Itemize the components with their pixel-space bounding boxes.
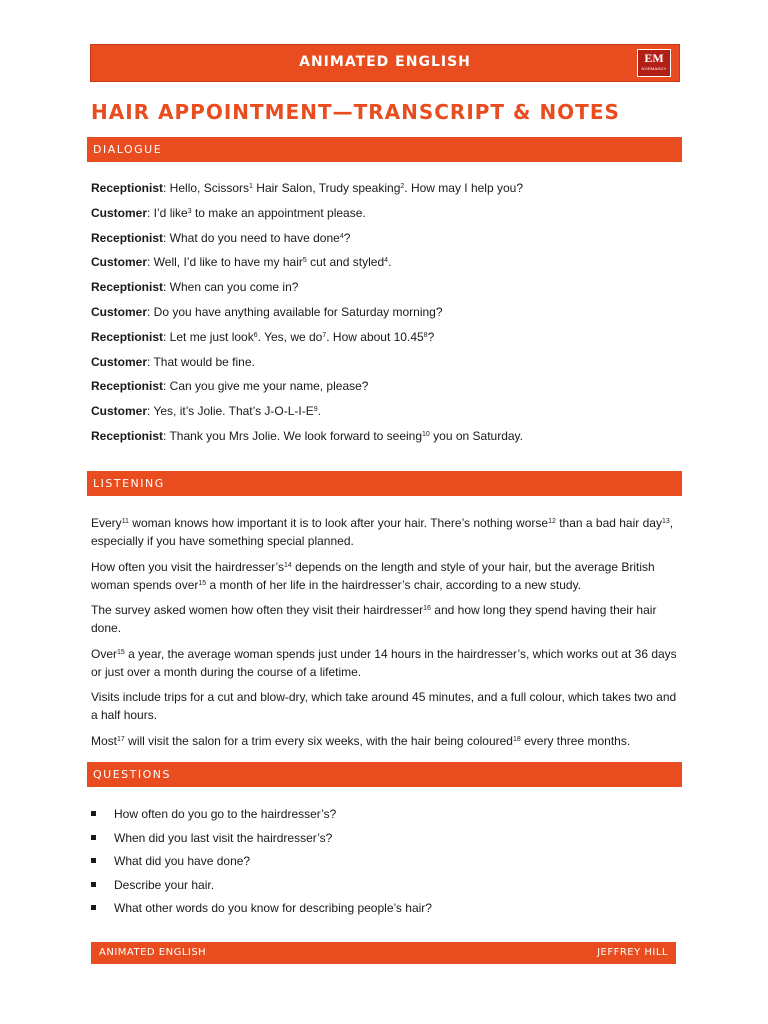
dialogue-transcript xyxy=(91,180,681,453)
text-segment: : Thank you Mrs Jolie. We look forward to seeing xyxy=(163,428,423,443)
text-segment: : Hello, Scissors xyxy=(163,181,250,195)
section-title-questions: QUESTIONS xyxy=(93,768,171,781)
footnote-ref: 16 xyxy=(423,605,431,612)
text-segment: : Let me just look xyxy=(163,329,254,344)
footnote-ref: 12 xyxy=(548,518,556,525)
text-segment: to make an appointment please. xyxy=(191,205,366,220)
text-segment: ? xyxy=(427,329,435,344)
text-segment: Hair Salon, Trudy speaking xyxy=(252,181,401,195)
text-segment: The survey asked women how often they visit their hairdresser xyxy=(91,603,424,617)
speaker-name: Customer xyxy=(91,205,148,220)
footnote-ref: 10 xyxy=(422,430,430,438)
footnote-ref: 4 xyxy=(384,257,389,265)
square-bullet-icon xyxy=(91,835,96,840)
text-segment: : When can you come in? xyxy=(163,280,299,295)
speaker-name: Receptionist xyxy=(91,329,164,344)
text-segment: How often you visit the hairdresser’s xyxy=(91,559,284,574)
footnote-ref: 17 xyxy=(117,735,125,743)
footnote-ref: 9 xyxy=(313,406,318,414)
footnote-ref: 1 xyxy=(249,183,253,190)
footer-bar xyxy=(91,942,676,964)
questions-list xyxy=(91,806,681,924)
footnote-ref: 15 xyxy=(117,648,125,656)
listening-paragraph xyxy=(91,688,681,724)
question-text: What did you have done? xyxy=(114,854,251,868)
text-segment: and how long they spend having their hair done. xyxy=(91,603,657,635)
text-segment: Most xyxy=(91,733,118,748)
page-title: HAIR APPOINTMENT—TRANSCRIPT & NOTES xyxy=(91,100,620,124)
section-title-listening: LISTENING xyxy=(93,477,165,490)
text-segment: , especially if you have something special planned. xyxy=(91,516,674,548)
dialogue-line xyxy=(91,254,681,270)
dialogue-line xyxy=(91,329,681,345)
footnote-ref: 11 xyxy=(121,518,129,525)
text-segment: . Yes, we do xyxy=(257,329,323,344)
header-banner xyxy=(90,44,680,82)
speaker-name: Customer xyxy=(91,304,148,319)
listening-paragraph xyxy=(91,732,681,750)
question-item xyxy=(91,853,681,869)
dialogue-line xyxy=(91,428,681,444)
text-segment: : Yes, it’s Jolie. That’s J-O-L-I-E xyxy=(147,404,314,419)
speaker-name: Receptionist xyxy=(91,280,164,295)
question-item xyxy=(91,900,681,916)
text-segment: cut and styled xyxy=(306,255,385,270)
question-text: How often do you go to the hairdresser’s? xyxy=(114,807,337,821)
text-segment: : Can you give me your name, please? xyxy=(163,379,369,394)
speaker-name: Customer xyxy=(91,354,148,369)
listening-paragraph xyxy=(91,645,681,681)
listening-text xyxy=(91,514,681,757)
text-segment: ? xyxy=(343,230,351,245)
text-segment: . xyxy=(317,404,321,419)
speaker-name: Receptionist xyxy=(91,181,164,195)
square-bullet-icon xyxy=(91,858,96,863)
dialogue-line xyxy=(91,378,681,394)
text-segment: . xyxy=(388,255,392,270)
square-bullet-icon xyxy=(91,905,96,910)
square-bullet-icon xyxy=(91,882,96,887)
speaker-name: Customer xyxy=(91,404,148,419)
text-segment: . How may I help you? xyxy=(404,181,524,195)
square-bullet-icon xyxy=(91,811,96,816)
text-segment: : That would be fine. xyxy=(147,354,255,369)
footnote-ref: 3 xyxy=(187,207,192,215)
question-text: Describe your hair. xyxy=(114,877,215,892)
text-segment: a month of her life in the hairdresser’s chair, according to a new study. xyxy=(206,577,582,592)
dialogue-line xyxy=(91,205,681,221)
footnote-ref: 6 xyxy=(253,331,258,339)
section-bar-questions xyxy=(87,762,682,787)
speaker-name: Receptionist xyxy=(91,379,164,394)
footnote-ref: 13 xyxy=(661,518,670,525)
dialogue-line xyxy=(91,403,681,419)
section-title-dialogue: DIALOGUE xyxy=(93,143,163,156)
footer-left-text: ANIMATED ENGLISH xyxy=(99,947,207,958)
listening-paragraph xyxy=(91,514,681,550)
dialogue-line xyxy=(91,354,681,370)
text-segment: every three months. xyxy=(520,733,631,748)
dialogue-line xyxy=(91,279,681,295)
footnote-ref: 14 xyxy=(283,561,292,569)
logo-subtext: NORMANDY xyxy=(641,66,667,71)
speaker-name: Receptionist xyxy=(91,428,164,443)
text-segment: Visits include trips for a cut and blow-dry, which take around 45 minutes, and a full colour, which takes two and a half hours. xyxy=(91,690,677,722)
banner-title: ANIMATED ENGLISH xyxy=(299,54,471,70)
text-segment: a year, the average woman spends just under 14 hours in the hairdresser’s, which works out at 36 days or just over a month during the course of a lifetime. xyxy=(91,646,677,679)
footnote-ref: 15 xyxy=(198,579,207,587)
dialogue-line xyxy=(91,180,681,196)
text-segment: : I’d like xyxy=(147,205,188,220)
footnote-ref: 18 xyxy=(512,735,521,743)
text-segment: you on Saturday. xyxy=(429,428,523,443)
question-text: What other words do you know for describing people’s hair? xyxy=(114,901,432,915)
text-segment: Every xyxy=(91,516,122,530)
text-segment: Over xyxy=(91,646,118,661)
section-bar-dialogue xyxy=(87,137,682,162)
listening-paragraph xyxy=(91,601,681,637)
dialogue-line xyxy=(91,304,681,320)
footnote-ref: 4 xyxy=(339,232,344,240)
footnote-ref: 8 xyxy=(423,331,428,339)
listening-paragraph xyxy=(91,558,681,594)
question-item xyxy=(91,877,681,893)
text-segment: : Well, I’d like to have my hair xyxy=(147,255,303,270)
speaker-name: Customer xyxy=(91,255,148,270)
question-text: When did you last visit the hairdresser’s? xyxy=(114,830,333,845)
footer-author: JEFFREY HILL xyxy=(597,947,668,958)
text-segment: will visit the salon for a trim every six weeks, with the hair being coloured xyxy=(124,733,513,748)
text-segment: : What do you need to have done xyxy=(163,230,340,245)
section-bar-listening xyxy=(87,471,682,496)
question-item xyxy=(91,806,681,822)
text-segment: woman knows how important it is to look after your hair. There’s nothing worse xyxy=(128,516,549,530)
footnote-ref: 7 xyxy=(322,331,327,339)
text-segment: than a bad hair day xyxy=(555,516,662,530)
logo-text: EM xyxy=(644,51,664,65)
dialogue-line xyxy=(91,230,681,246)
text-segment: : Do you have anything available for Saturday morning? xyxy=(147,304,443,319)
text-segment: . How about 10.45 xyxy=(326,329,424,344)
footnote-ref: 5 xyxy=(302,257,307,265)
speaker-name: Receptionist xyxy=(91,230,164,245)
em-normandy-logo xyxy=(637,49,671,77)
question-item xyxy=(91,830,681,846)
text-segment: depends on the length and style of your hair, but the average British woman spends over xyxy=(91,559,655,592)
footnote-ref: 2 xyxy=(400,183,405,190)
